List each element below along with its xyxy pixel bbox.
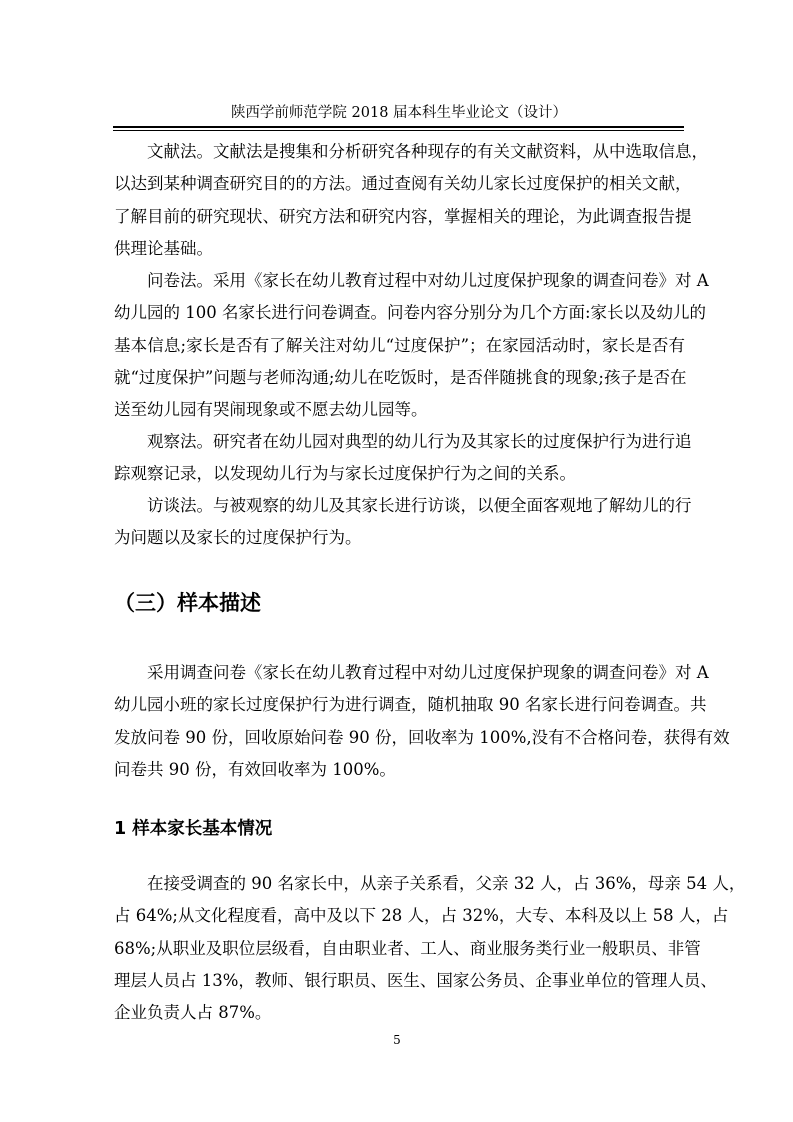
page-header-title: 陕西学前师范学院 2018 届本科生毕业论文（设计） xyxy=(230,105,568,121)
paragraph-line: 文献法。文献法是搜集和分析研究各种现存的有关文献资料，从中选取信息， xyxy=(147,142,708,161)
header-rule-thick xyxy=(113,126,684,128)
paragraph-line: 供理论基础。 xyxy=(114,238,213,258)
paragraph-line: 就“过度保护”问题与老师沟通;幼儿在吃饭时，是否伴随挑食的现象;孩子是否在 xyxy=(114,367,687,387)
paragraph-line: 幼儿园的 100 名家长进行问卷调查。问卷内容分别分为几个方面:家长以及幼儿的 xyxy=(114,303,707,323)
paragraph-line: 访谈法。与被观察的幼儿及其家长进行访谈，以便全面客观地了解幼儿的行 xyxy=(147,496,692,515)
paragraph-questionnaire-method xyxy=(114,265,709,426)
paragraph-line: 理层人员占 13%，教师、银行职员、医生、国家公务员、企事业单位的管理人员、 xyxy=(114,970,717,990)
paragraph-line: 发放问卷 90 份，回收原始问卷 90 份，回收率为 100%,没有不合格问卷，获得有效 xyxy=(114,727,730,747)
paragraph-line: 68%;从职业及职位层级看，自由职业者、工人、商业服务类行业一般职员、非管 xyxy=(114,938,701,958)
paragraph-line: 了解目前的研究现状、研究方法和研究内容，掌握相关的理论，为此调查报告提 xyxy=(114,206,692,226)
subsection-heading-parent-basics: 1 样本家长基本情况 xyxy=(114,819,273,839)
paragraph-line: 观察法。研究者在幼儿园对典型的幼儿行为及其家长的过度保护行为进行追 xyxy=(147,432,692,451)
paragraph-line: 幼儿园小班的家长过度保护行为进行调查，随机抽取 90 名家长进行问卷调查。共 xyxy=(114,695,707,715)
paragraph-line: 在接受调查的 90 名家长中，从亲子关系看，父亲 32 人，占 36%，母亲 54 人， xyxy=(147,874,746,893)
paragraph-parent-basics xyxy=(114,868,746,1029)
page-number: 5 xyxy=(393,1033,401,1047)
paragraph-literature-method xyxy=(114,136,708,265)
paragraph-line: 以达到某种调查研究目的的方法。通过查阅有关幼儿家长过度保护的相关文献， xyxy=(114,174,692,194)
paragraph-line: 踪观察记录，以发现幼儿行为与家长过度保护行为之间的关系。 xyxy=(114,464,576,484)
header-rule-thin xyxy=(113,130,684,131)
paragraph-line: 企业负责人占 87%。 xyxy=(114,1003,272,1023)
paragraph-line: 占 64%;从文化程度看，高中及以下 28 人，占 32%，大专、本科及以上 58 人，占 xyxy=(114,906,729,926)
paragraph-line: 问卷法。采用《家长在幼儿教育过程中对幼儿过度保护现象的调查问卷》对 A xyxy=(147,271,709,290)
paragraph-line: 为问题以及家长的过度保护行为。 xyxy=(114,528,362,548)
paragraph-line: 问卷共 90 份，有效回收率为 100%。 xyxy=(114,759,396,779)
paragraph-line: 送至幼儿园有哭闹现象或不愿去幼儿园等。 xyxy=(114,400,428,420)
paragraph-sample-description xyxy=(114,657,730,786)
paragraph-line: 采用调查问卷《家长在幼儿教育过程中对幼儿过度保护现象的调查问卷》对 A xyxy=(147,663,709,682)
paragraph-interview-method xyxy=(114,490,692,555)
paragraph-line: 基本信息;家长是否有了解关注对幼儿“过度保护”；在家园活动时，家长是否有 xyxy=(114,335,685,355)
paragraph-observation-method xyxy=(114,426,692,491)
section-heading-sample-description: （三）样本描述 xyxy=(114,591,261,615)
